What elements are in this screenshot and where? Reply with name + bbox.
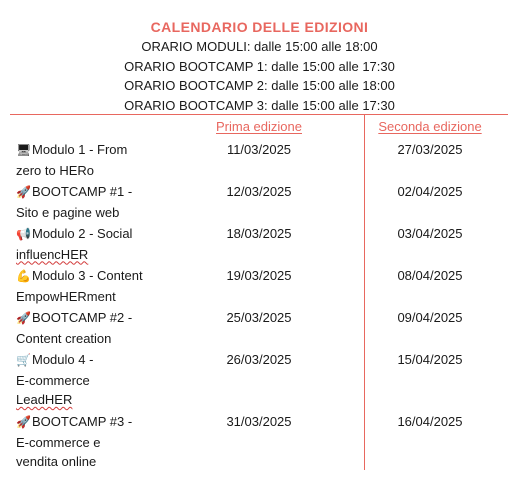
megaphone-icon: 📢 — [16, 227, 31, 241]
rocket-icon: 🚀 — [16, 311, 31, 325]
module-line: Modulo 4 - — [32, 352, 94, 367]
module-cell — [16, 308, 186, 348]
table-row — [0, 182, 519, 224]
module-cell — [16, 266, 186, 306]
calendar-title: CALENDARIO DELLE EDIZIONI — [150, 19, 369, 35]
table-row — [0, 350, 519, 412]
module-cell — [16, 182, 186, 222]
column-header-second-edition: Seconda edizione — [378, 119, 482, 134]
module-line: EmpowHERment — [16, 288, 116, 304]
first-edition-date: 26/03/2025 — [226, 352, 292, 367]
hours-line: ORARIO BOOTCAMP 3: dalle 15:00 alle 17:30 — [124, 97, 395, 113]
table-row — [0, 266, 519, 308]
second-edition-date: 27/03/2025 — [397, 142, 463, 157]
second-edition-date: 03/04/2025 — [397, 226, 463, 241]
rocket-icon: 🚀 — [16, 415, 31, 429]
hours-list — [0, 37, 519, 115]
module-line: Sito e pagine web — [16, 204, 120, 220]
module-line: Modulo 2 - Social — [32, 226, 133, 241]
rocket-icon: 🚀 — [16, 185, 31, 199]
module-cell — [16, 224, 186, 264]
module-line: vendita online — [16, 454, 97, 469]
module-line: LeadHER — [16, 392, 73, 407]
module-line: E-commerce e — [16, 434, 101, 450]
module-line: E-commerce — [16, 372, 90, 388]
table-row — [0, 308, 519, 350]
module-line: BOOTCAMP #3 - — [32, 414, 133, 429]
module-cell — [16, 140, 186, 180]
first-edition-date: 12/03/2025 — [226, 184, 292, 199]
first-edition-date: 31/03/2025 — [226, 414, 292, 429]
module-cell — [16, 412, 186, 472]
flexed-biceps-icon: 💪 — [16, 269, 31, 283]
hours-line: ORARIO MODULI: dalle 15:00 alle 18:00 — [141, 39, 378, 54]
module-line: zero to HERo — [16, 162, 95, 178]
first-edition-date: 11/03/2025 — [226, 142, 292, 157]
table-top-divider — [10, 114, 508, 115]
module-line: BOOTCAMP #1 - — [32, 184, 133, 199]
module-line: influencHER — [16, 246, 89, 262]
calendar-header — [0, 18, 519, 115]
module-cell — [16, 350, 186, 410]
module-line: BOOTCAMP #2 - — [32, 310, 133, 325]
module-line: Content creation — [16, 330, 112, 346]
hours-line: ORARIO BOOTCAMP 1: dalle 15:00 alle 17:30 — [124, 58, 395, 74]
shopping-cart-icon: 🛒 — [16, 353, 31, 367]
column-header-first-edition: Prima edizione — [216, 119, 302, 134]
first-edition-date: 25/03/2025 — [226, 310, 292, 325]
second-edition-date: 09/04/2025 — [397, 310, 463, 325]
module-line: Modulo 1 - From — [32, 142, 128, 157]
second-edition-date: 16/04/2025 — [397, 414, 463, 429]
hours-line: ORARIO BOOTCAMP 2: dalle 15:00 alle 18:00 — [124, 78, 395, 93]
second-edition-date: 15/04/2025 — [397, 352, 463, 367]
table-row — [0, 412, 519, 474]
second-edition-date: 08/04/2025 — [397, 268, 463, 283]
module-line: Modulo 3 - Content — [32, 268, 143, 283]
first-edition-date: 18/03/2025 — [226, 226, 292, 241]
table-row — [0, 140, 519, 182]
second-edition-date: 02/04/2025 — [397, 184, 463, 199]
first-edition-date: 19/03/2025 — [226, 268, 292, 283]
schedule-table — [0, 140, 519, 474]
computer-icon: 🖥 — [16, 143, 32, 157]
table-row — [0, 224, 519, 266]
